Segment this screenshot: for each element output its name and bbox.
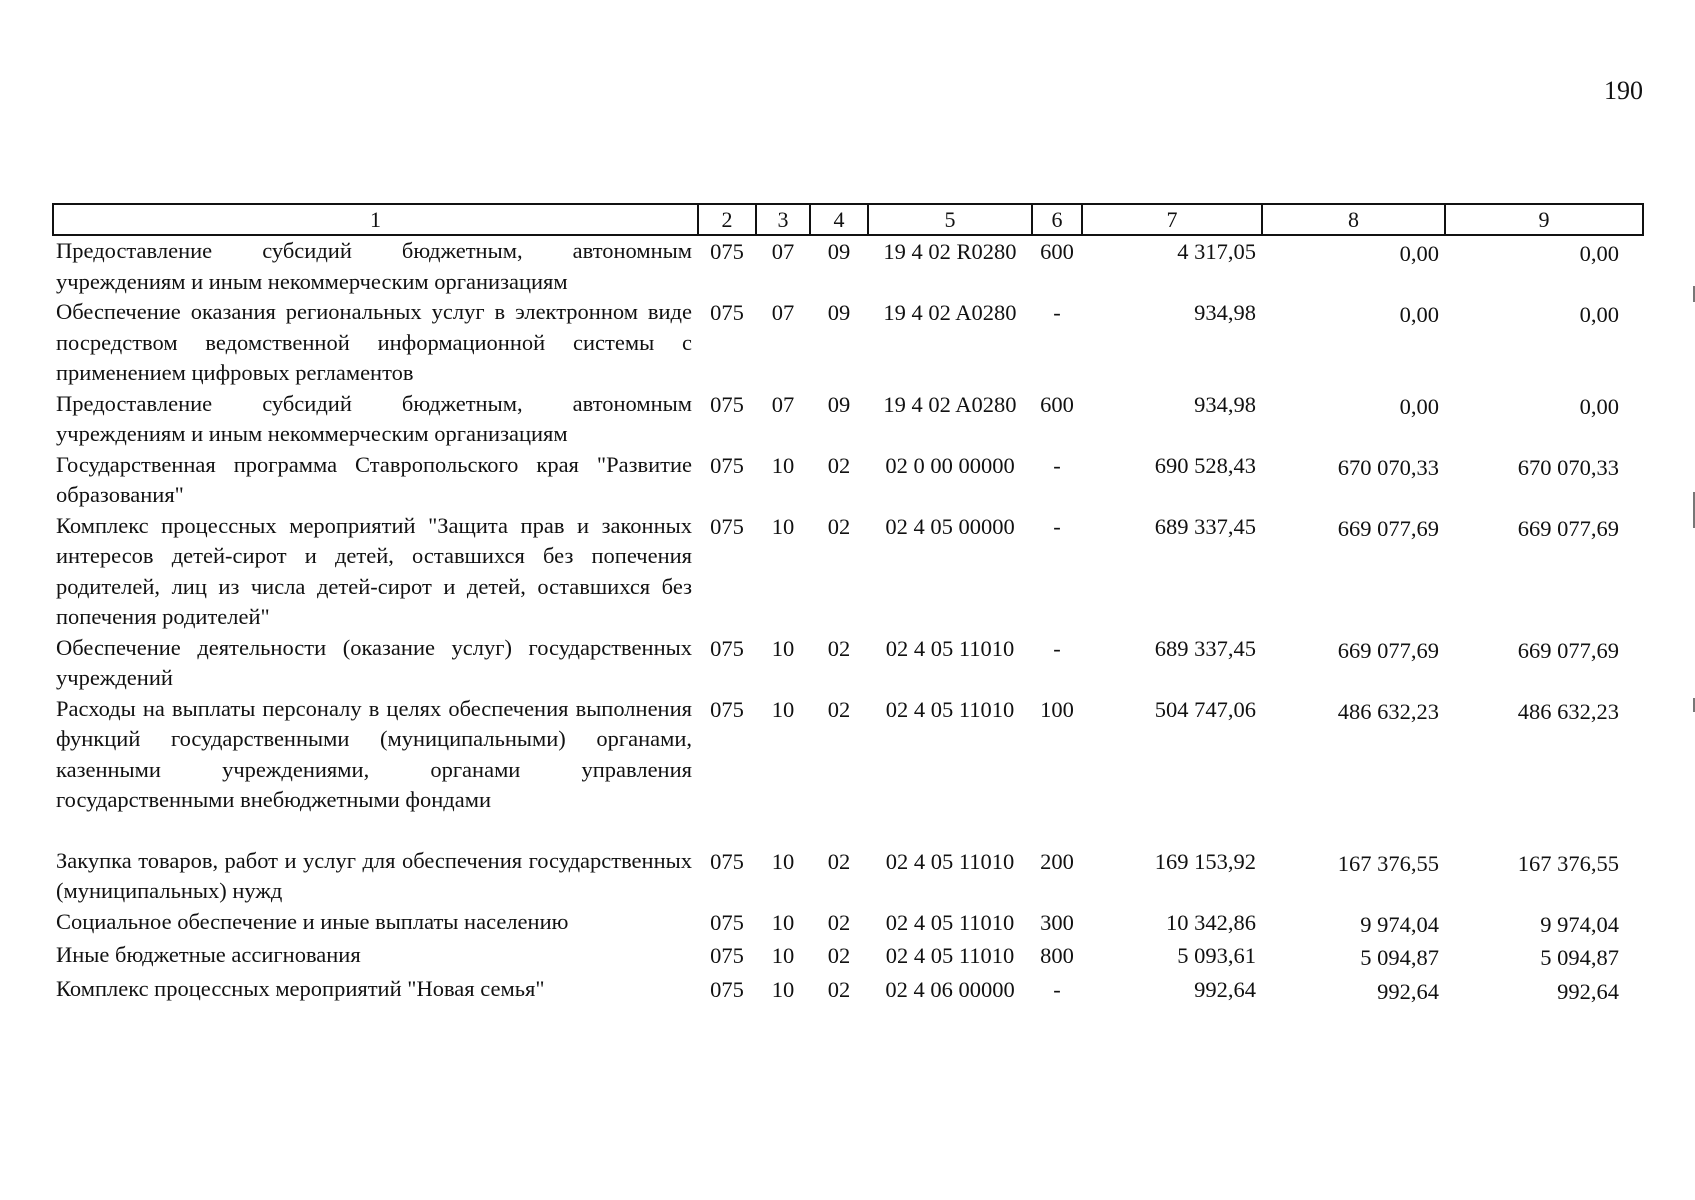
col-3: 10 xyxy=(771,909,795,935)
col-5: 19 4 02 R0280 xyxy=(883,239,1017,264)
col-7: 690 528,43 xyxy=(1154,452,1256,478)
col-4: 02 xyxy=(827,635,851,661)
col-2: 075 xyxy=(710,848,744,874)
col-6: 200 xyxy=(1040,848,1074,874)
header-cell-4: 4 xyxy=(810,204,868,235)
row-name: Обеспечение деятельности (оказание услуг) государственных учреждений xyxy=(56,634,692,690)
table-header xyxy=(53,204,1643,235)
col-3: 10 xyxy=(771,976,795,1002)
table-row xyxy=(53,694,1643,846)
header-cell-8: 8 xyxy=(1262,204,1445,235)
row-name: Предоставление субсидий бюджетным, автономным учреждениям и иным некоммерческим организациям xyxy=(56,238,692,294)
col-8: 0,00 xyxy=(1399,241,1439,266)
col-9: 5 094,87 xyxy=(1540,945,1619,970)
col-2: 075 xyxy=(710,696,744,722)
col-5: 02 4 05 11010 xyxy=(885,848,1015,874)
header-cell-1: 1 xyxy=(53,204,698,235)
col-2: 075 xyxy=(710,909,744,935)
table-row xyxy=(53,297,1643,389)
col-3: 07 xyxy=(771,300,795,325)
col-8: 0,00 xyxy=(1399,393,1439,419)
col-8: 669 077,69 xyxy=(1337,515,1439,541)
col-4: 02 xyxy=(827,976,851,1002)
col-6: 100 xyxy=(1040,696,1074,722)
col-6: - xyxy=(1053,300,1061,325)
col-5: 19 4 02 A0280 xyxy=(883,391,1017,417)
row-name: Комплекс процессных мероприятий "Защита прав и законных интересов детей-сирот и детей, оставшихся без попечения родителей, лиц из числа детей-сирот и детей, оставшихся без попечения родителей" xyxy=(56,512,692,629)
col-3: 10 xyxy=(771,635,795,661)
col-7: 992,64 xyxy=(1194,976,1256,1002)
col-2: 075 xyxy=(710,300,744,325)
table-row xyxy=(53,940,1643,974)
table-row xyxy=(53,974,1643,1008)
col-9: 0,00 xyxy=(1579,393,1619,419)
col-2: 075 xyxy=(710,391,744,417)
table-row xyxy=(53,907,1643,941)
table-row xyxy=(53,389,1643,450)
header-cell-2: 2 xyxy=(698,204,756,235)
row-name: Расходы на выплаты персоналу в целях обеспечения выполнения функций государственными (муниципальными) органами, казенными учреждениями, органами управления государственными внебюджетными фондами xyxy=(56,695,692,812)
col-8: 669 077,69 xyxy=(1337,637,1439,663)
col-9: 992,64 xyxy=(1557,978,1619,1004)
col-3: 10 xyxy=(771,943,795,968)
table-row xyxy=(53,511,1643,633)
col-6: 600 xyxy=(1040,239,1074,264)
col-9: 0,00 xyxy=(1579,302,1619,327)
col-3: 10 xyxy=(771,848,795,874)
col-5: 02 4 05 11010 xyxy=(885,943,1015,968)
col-6: 600 xyxy=(1040,391,1074,417)
col-5: 02 4 05 11010 xyxy=(885,696,1015,722)
col-4: 02 xyxy=(827,452,851,478)
row-name: Закупка товаров, работ и услуг для обеспечения государственных (муниципальных) нужд xyxy=(56,847,692,903)
col-9: 670 070,33 xyxy=(1517,454,1619,480)
budget-table xyxy=(52,203,1644,1007)
col-6: - xyxy=(1053,635,1061,661)
col-5: 02 4 05 11010 xyxy=(885,909,1015,935)
page-number: 190 xyxy=(1604,76,1643,105)
col-2: 075 xyxy=(710,452,744,478)
col-3: 10 xyxy=(771,696,795,722)
header-cell-7: 7 xyxy=(1082,204,1262,235)
col-7: 169 153,92 xyxy=(1154,848,1256,874)
row-name: Государственная программа Ставропольского края "Развитие образования" xyxy=(56,451,692,507)
col-8: 0,00 xyxy=(1399,302,1439,327)
col-9: 669 077,69 xyxy=(1517,515,1619,541)
col-9: 167 376,55 xyxy=(1517,850,1619,876)
col-2: 075 xyxy=(710,943,744,968)
table-row xyxy=(53,235,1643,297)
col-5: 02 4 06 00000 xyxy=(885,976,1015,1002)
table-row xyxy=(53,846,1643,907)
col-6: - xyxy=(1053,513,1061,539)
col-4: 09 xyxy=(827,391,851,417)
col-4: 09 xyxy=(827,239,851,264)
col-4: 02 xyxy=(827,848,851,874)
col-6: 300 xyxy=(1040,909,1074,935)
col-2: 075 xyxy=(710,513,744,539)
row-name: Обеспечение оказания региональных услуг в электронном виде посредством ведомственной информационной системы с применением цифровых регламентов xyxy=(56,299,692,385)
col-9: 9 974,04 xyxy=(1540,911,1619,937)
col-7: 934,98 xyxy=(1194,300,1256,325)
table-row xyxy=(53,633,1643,694)
col-7: 689 337,45 xyxy=(1154,635,1256,661)
row-name: Предоставление субсидий бюджетным, автономным учреждениям и иным некоммерческим организациям xyxy=(56,390,692,446)
col-5: 19 4 02 A0280 xyxy=(883,300,1017,325)
table-row xyxy=(53,450,1643,511)
col-4: 09 xyxy=(827,300,851,325)
col-6: 800 xyxy=(1040,943,1074,968)
col-7: 689 337,45 xyxy=(1154,513,1256,539)
col-8: 992,64 xyxy=(1377,978,1439,1004)
col-2: 075 xyxy=(710,239,744,264)
col-8: 670 070,33 xyxy=(1337,454,1439,480)
col-8: 167 376,55 xyxy=(1337,850,1439,876)
col-3: 07 xyxy=(771,239,795,264)
col-9: 0,00 xyxy=(1579,241,1619,266)
col-7: 504 747,06 xyxy=(1154,696,1256,722)
col-7: 934,98 xyxy=(1194,391,1256,417)
col-4: 02 xyxy=(827,513,851,539)
col-8: 5 094,87 xyxy=(1360,945,1439,970)
header-cell-9: 9 xyxy=(1445,204,1643,235)
col-2: 075 xyxy=(710,976,744,1002)
col-7: 10 342,86 xyxy=(1166,909,1256,935)
col-7: 4 317,05 xyxy=(1177,239,1256,264)
col-4: 02 xyxy=(827,909,851,935)
header-cell-5: 5 xyxy=(868,204,1032,235)
row-name: Иные бюджетные ассигнования xyxy=(56,942,361,967)
col-3: 10 xyxy=(771,452,795,478)
header-cell-6: 6 xyxy=(1032,204,1082,235)
header-cell-3: 3 xyxy=(756,204,810,235)
table-body xyxy=(53,235,1643,1007)
header-row xyxy=(53,204,1643,235)
col-4: 02 xyxy=(827,943,851,968)
col-3: 07 xyxy=(771,391,795,417)
col-7: 5 093,61 xyxy=(1177,943,1256,968)
col-5: 02 4 05 11010 xyxy=(885,635,1015,661)
col-6: - xyxy=(1053,976,1061,1002)
row-name: Социальное обеспечение и иные выплаты населению xyxy=(56,908,569,934)
col-5: 02 4 05 00000 xyxy=(885,513,1015,539)
col-2: 075 xyxy=(710,635,744,661)
col-6: - xyxy=(1053,452,1061,478)
col-4: 02 xyxy=(827,696,851,722)
col-8: 9 974,04 xyxy=(1360,911,1439,937)
col-8: 486 632,23 xyxy=(1337,698,1439,724)
col-9: 486 632,23 xyxy=(1517,698,1619,724)
col-3: 10 xyxy=(771,513,795,539)
row-name: Комплекс процессных мероприятий "Новая семья" xyxy=(56,975,545,1001)
col-5: 02 0 00 00000 xyxy=(885,452,1015,478)
col-9: 669 077,69 xyxy=(1517,637,1619,663)
